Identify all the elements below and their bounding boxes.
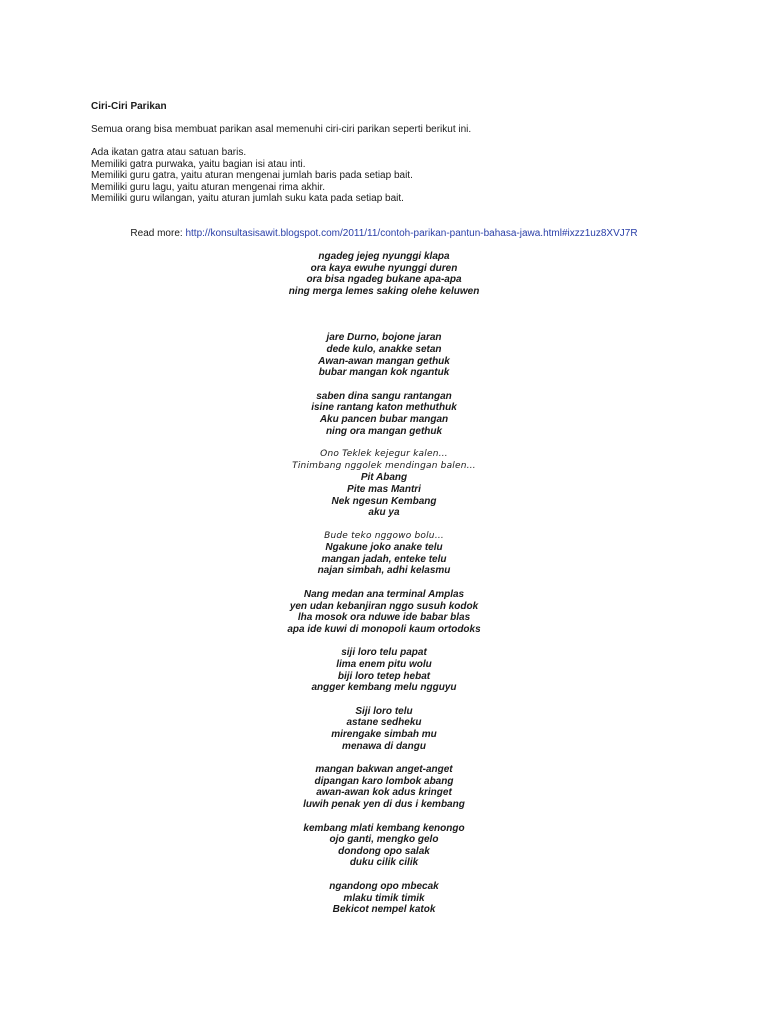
criteria-list: [91, 147, 413, 205]
stanza: [0, 589, 768, 635]
poem-line: bubar mangan kok ngantuk: [318, 367, 450, 379]
poem-line: biji loro tetep hebat: [337, 670, 431, 682]
poem-line: Siji loro telu: [355, 705, 413, 717]
poem-line: ngadeg jejeg nyunggi klapa: [318, 251, 450, 262]
poem-line: lima enem pitu wolu: [336, 659, 432, 671]
criteria-item: Ada ikatan gatra atau satuan baris.: [91, 147, 247, 158]
poem-line: mangan bakwan anget-anget: [315, 764, 453, 776]
document-title: Ciri-Ciri Parikan: [91, 101, 167, 112]
parikan-poems: [0, 239, 768, 916]
criteria-item: Memiliki guru lagu, yaitu aturan mengenai rima akhir.: [91, 181, 325, 193]
poem-line: ora kaya ewuhe nyunggi duren: [310, 262, 458, 274]
poem-line: ojo ganti, mengko gelo: [329, 834, 439, 846]
poem-line: awan-awan kok adus kringet: [316, 787, 452, 799]
poem-line: Awan-awan mangan gethuk: [318, 355, 450, 367]
poem-line: Bekicot nempel katok: [332, 904, 436, 916]
poem-line: jare Durno, bojone jaran: [326, 332, 442, 344]
poem-line: yen udan kebanjiran nggo susuh kodok: [289, 600, 479, 612]
stanza: [0, 531, 768, 577]
stanza: [0, 251, 768, 297]
poem-line: dede kulo, anakke setan: [326, 343, 442, 355]
poem-line: Pit Abang: [360, 472, 408, 484]
stanza: [0, 332, 768, 378]
poem-line: dipangan karo lombok abang: [314, 775, 454, 787]
stanza: [0, 706, 768, 752]
poem-line: Aku pancen bubar mangan: [319, 413, 449, 425]
stanza: [0, 449, 768, 519]
poem-line: angger kembang melu ngguyu: [311, 682, 457, 694]
poem-line: Pite mas Mantri: [347, 483, 421, 495]
poem-line: najan simbah, adhi kelasmu: [317, 565, 451, 577]
stanza: [0, 647, 768, 693]
poem-line: lha mosok ora nduwe ide babar blas: [297, 612, 471, 624]
poem-line: Nek ngesun Kembang: [331, 495, 437, 507]
poem-line: mlaku timik timik: [343, 892, 425, 904]
poem-line: menawa di dangu: [342, 740, 426, 752]
read-more-link[interactable]: http://konsultasisawit.blogspot.com/2011/11/contoh-parikan-pantun-bahasa-jawa.html#ixzz1uz8XVJ7R: [185, 228, 638, 239]
poem-line: ning ora mangan gethuk: [325, 425, 443, 437]
read-more-label: Read more:: [130, 228, 186, 239]
poem-line: isine rantang katon methuthuk: [311, 402, 457, 414]
poem-line: duku cilik cilik: [349, 857, 419, 869]
poem-line: kembang mlati kembang kenongo: [303, 822, 465, 834]
criteria-item: Memiliki guru gatra, yaitu aturan mengenai jumlah baris pada setiap bait.: [91, 170, 413, 181]
poem-line: mirengake simbah mu: [331, 729, 437, 740]
poem-line: apa ide kuwi di monopoli kaum ortodoks: [287, 623, 481, 635]
poem-line: aku ya: [368, 507, 400, 519]
stanza: [0, 823, 768, 869]
poem-line: mangan jadah, enteke telu: [321, 553, 447, 565]
stanza: [0, 764, 768, 810]
poem-line: dondong opo salak: [338, 845, 430, 857]
poem-line: ora bisa ngadeg bukane apa-apa: [306, 274, 462, 286]
poem-line: Nang medan ana terminal Amplas: [303, 589, 465, 601]
poem-line: siji loro telu papat: [341, 647, 427, 659]
criteria-item: Memiliki guru wilangan, yaitu aturan jumlah suku kata pada setiap bait.: [91, 193, 404, 204]
poem-line: ngandong opo mbecak: [329, 880, 439, 892]
poem-line: luwih penak yen di dus i kembang: [303, 798, 465, 810]
criteria-item: Memiliki gatra purwaka, yaitu bagian isi atau inti.: [91, 158, 306, 170]
poem-line: astane sedheku: [346, 717, 422, 729]
poem-line: ning merga lemes saking olehe keluwen: [288, 285, 480, 297]
poem-line: Ngakune joko anake telu: [325, 542, 443, 554]
poem-line: Bude teko nggowo bolu…: [324, 530, 444, 541]
intro-paragraph: Semua orang bisa membuat parikan asal memenuhi ciri-ciri parikan seperti berikut ini.: [91, 124, 472, 135]
poem-line: Tinimbang nggolek mendingan balen…: [292, 460, 476, 471]
poem-line: Ono Teklek kejegur kalen…: [320, 449, 448, 460]
stanza: [0, 881, 768, 916]
stanza: [0, 391, 768, 437]
poem-line: saben dina sangu rantangan: [316, 390, 452, 402]
